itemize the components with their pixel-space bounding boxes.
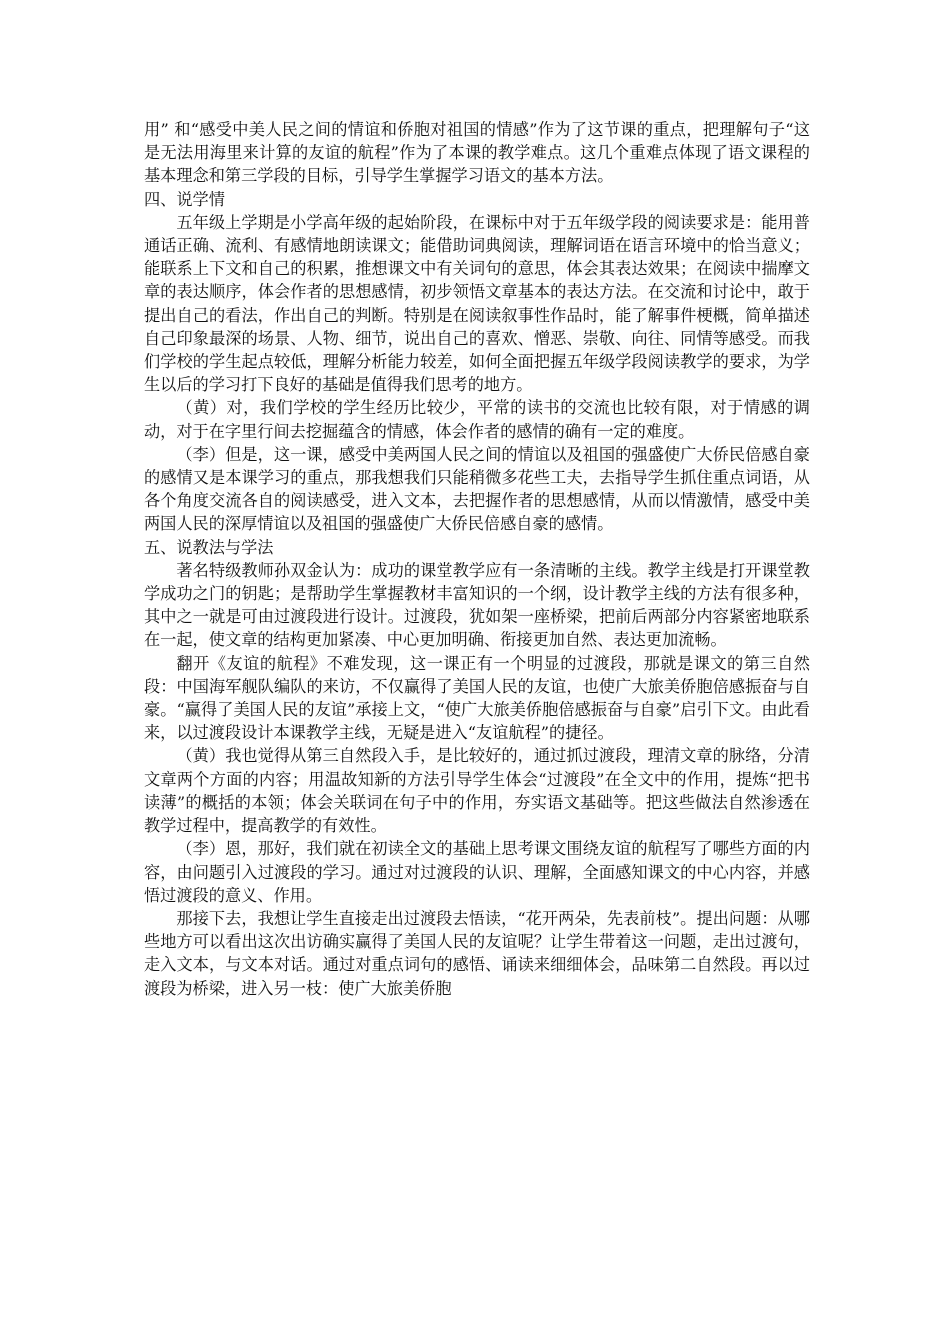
heading-student-analysis: 四、说学情 [144,189,225,209]
paragraph-reading-plan: 那接下去，我想让学生直接走出过渡段去悟读，“花开两朵，先表前枝”。提出问题：从哪些地方可以看出这次出访确实赢得了美国人民的友谊呢？让学生带着这一问题，走出过渡句，走入文本，与文本对话。通过对重点词句的感悟、诵读来细细体会，品味第二自然段。再以过渡段为桥梁，进入另一枝：使广大旅美侨胞 [144,908,810,998]
paragraph-grade-five-requirements: 五年级上学期是小学高年级的起始阶段，在课标中对于五年级学段的阅读要求是：能用普通话正确、流利、有感情地朗读课文；能借助词典阅读，理解词语在语言环境中的恰当意义；能联系上下文和自己的积累，推想课文中有关词句的意思，体会其表达效果；在阅读中揣摩文章的表达顺序，体会作者的思想感情，初步领悟文章基本的表达方法。在交流和讨论中，敢于提出自己的看法，作出自己的判断。特别是在阅读叙事性作品时，能了解事件梗概，简单描述自己印象最深的场景、人物、细节，说出自己的喜欢、憎恶、崇敬、向往、同情等感受。而我们学校的学生起点较低，理解分析能力较差，如何全面把握五年级学段阅读教学的要求，为学生以后的学习打下良好的基础是值得我们思考的地方。 [144,212,810,395]
heading-teaching-methods: 五、说教法与学法 [144,537,274,557]
document-page [144,118,810,1000]
paragraph-key-points: 用” 和“感受中美人民之间的情谊和侨胞对祖国的情感”作为了这节课的重点，把理解句子“这是无法用海里来计算的友谊的航程”作为了本课的教学难点。这几个重难点体现了语文课程的基本理念和第三学段的目标，引导学生掌握学习语文的基本方法。 [144,120,810,186]
paragraph-transition-section: 翻开《友谊的航程》不难发现，这一课正有一个明显的过渡段，那就是课文的第三自然段：中国海军舰队编队的来访，不仅赢得了美国人民的友谊，也使广大旅美侨胞倍感振奋与自豪。“赢得了美国人民的友谊”承接上文，“使广大旅美侨胞倍感振奋与自豪”启引下文。由此看来，以过渡段设计本课教学主线，无疑是进入“友谊航程”的捷径。 [144,653,810,743]
paragraph-huang-comment-1: （黄）对，我们学校的学生经历比较少，平常的读书的交流也比较有限，对于情感的调动，对于在字里行间去挖掘蕴含的情感，体会作者的感情的确有一定的难度。 [144,398,810,441]
paragraph-li-comment-2: （李）恩，那好，我们就在初读全文的基础上思考课文围绕友谊的航程写了哪些方面的内容，由问题引入过渡段的学习。通过对过渡段的认识、理解，全面感知课文的中心内容，并感悟过渡段的意义、作用。 [144,839,810,905]
paragraph-huang-comment-2: （黄）我也觉得从第三自然段入手，是比较好的，通过抓过渡段，理清文章的脉络，分清文章两个方面的内容；用温故知新的方法引导学生体会“过渡段”在全文中的作用，提炼“把书读薄”的概括的本领；体会关联词在句子中的作用，夯实语文基础等。把这些做法自然渗透在教学过程中，提高教学的有效性。 [144,746,810,836]
paragraph-main-line-theory: 著名特级教师孙双金认为：成功的课堂教学应有一条清晰的主线。教学主线是打开课堂教学成功之门的钥匙；是帮助学生掌握教材丰富知识的一个纲，设计教学主线的方法有很多种，其中之一就是可由过渡段进行设计。过渡段，犹如架一座桥梁，把前后两部分内容紧密地联系在一起，使文章的结构更加紧凑、中心更加明确、衔接更加自然、表达更加流畅。 [144,560,810,650]
paragraph-li-comment-1: （李）但是，这一课，感受中美两国人民之间的情谊以及祖国的强盛使广大侨民倍感自豪的感情又是本课学习的重点，那我想我们只能稍微多花些工夫，去指导学生抓住重点词语，从各个角度交流各自的阅读感受，进入文本，去把握作者的思想感情，从而以情激情，感受中美两国人民的深厚情谊以及祖国的强盛使广大侨民倍感自豪的感情。 [144,444,810,534]
